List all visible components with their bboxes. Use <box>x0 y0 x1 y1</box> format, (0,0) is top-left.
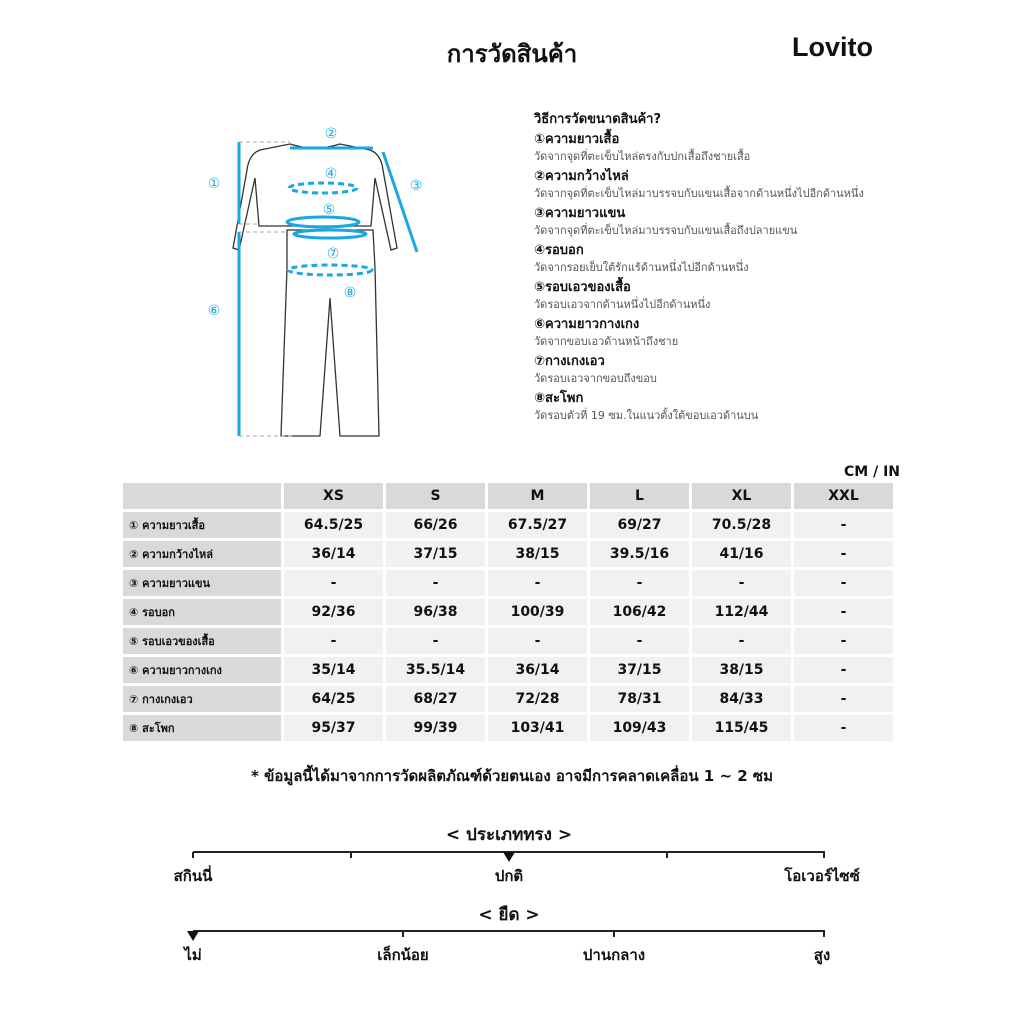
size-cell: 72/28 <box>488 686 587 712</box>
stretch-label: เล็กน้อย <box>377 946 429 964</box>
fit-label: สกินนี่ <box>173 867 213 885</box>
table-row <box>123 628 893 654</box>
size-header: XXL <box>794 483 893 509</box>
size-cell: - <box>590 570 689 596</box>
marker-4: ④ <box>324 166 338 182</box>
size-cell: 100/39 <box>488 599 587 625</box>
fit-scale-title: < ประเภททรง > <box>445 825 573 845</box>
size-cell: 115/45 <box>692 715 791 741</box>
row-label: ② ความกว้างไหล่ <box>123 541 281 567</box>
size-header-row <box>123 483 893 509</box>
fit-label: ปกติ <box>494 867 524 885</box>
size-cell: 37/15 <box>386 541 485 567</box>
guide-item: ④รอบอก วัดจากรอยเย็บใต้รักแร้ด้านหนึ่งไปอีกด้านหนึ่ง <box>534 243 749 274</box>
table-row <box>123 541 893 567</box>
size-cell: 68/27 <box>386 686 485 712</box>
size-cell: 69/27 <box>590 512 689 538</box>
stretch-label: ไม่ <box>184 946 202 964</box>
guide-heading: วิธีการวัดขนาดสินค้า? <box>534 112 662 127</box>
size-cell: 38/15 <box>488 541 587 567</box>
size-header: XL <box>692 483 791 509</box>
size-cell: 64/25 <box>284 686 383 712</box>
table-row <box>123 686 893 712</box>
size-cell: - <box>692 628 791 654</box>
size-cell: 35/14 <box>284 657 383 683</box>
table-row <box>123 599 893 625</box>
unit-label: CM / IN <box>844 464 900 480</box>
size-header: XS <box>284 483 383 509</box>
stretch-scale-line <box>193 930 825 932</box>
row-label: ④ รอบอก <box>123 599 281 625</box>
guide-item: ⑦กางเกงเอว วัดรอบเอวจากขอบถึงขอบ <box>534 354 657 385</box>
size-cell: 95/37 <box>284 715 383 741</box>
size-cell: 35.5/14 <box>386 657 485 683</box>
guide-item: ②ความกว้างไหล่ วัดจากจุดที่ตะเข็บไหล่มาบรรจบกับแขนเสื้อจากด้านหนึ่งไปอีกด้านหนึ่ง <box>534 169 864 200</box>
size-cell: 36/14 <box>488 657 587 683</box>
size-table <box>120 480 896 744</box>
size-cell: - <box>794 686 893 712</box>
size-cell: 38/15 <box>692 657 791 683</box>
size-cell: 106/42 <box>590 599 689 625</box>
table-row <box>123 715 893 741</box>
size-cell: - <box>794 628 893 654</box>
measurement-guide <box>534 108 954 427</box>
size-cell: - <box>284 570 383 596</box>
size-cell: 66/26 <box>386 512 485 538</box>
marker-1: ① <box>207 176 221 192</box>
size-cell: 84/33 <box>692 686 791 712</box>
row-label: ③ ความยาวแขน <box>123 570 281 596</box>
size-cell: 37/15 <box>590 657 689 683</box>
table-row <box>123 657 893 683</box>
size-cell: 103/41 <box>488 715 587 741</box>
size-cell: 112/44 <box>692 599 791 625</box>
size-cell: 39.5/16 <box>590 541 689 567</box>
stretch-label: สูง <box>813 946 831 964</box>
row-label: ⑧ สะโพก <box>123 715 281 741</box>
size-cell: - <box>794 657 893 683</box>
marker-3: ③ <box>409 178 423 194</box>
size-cell: - <box>794 599 893 625</box>
guide-item: ⑥ความยาวกางเกง วัดจากขอบเอวด้านหน้าถึงชาย <box>534 317 679 348</box>
table-row <box>123 570 893 596</box>
stretch-scale-title: < ยืด > <box>478 905 540 925</box>
row-label: ① ความยาวเสื้อ <box>123 512 281 538</box>
size-header: M <box>488 483 587 509</box>
size-cell: - <box>488 570 587 596</box>
table-row <box>123 512 893 538</box>
guide-item: ③ความยาวแขน วัดจากจุดที่ตะเข็บไหล่มาบรรจบกับแขนเสื้อถึงปลายแขน <box>534 206 798 237</box>
stretch-label: ปานกลาง <box>582 946 646 964</box>
size-cell: - <box>794 570 893 596</box>
marker-8: ⑧ <box>343 285 357 301</box>
size-cell: - <box>794 512 893 538</box>
row-label: ⑤ รอบเอวของเสื้อ <box>123 628 281 654</box>
size-cell: 41/16 <box>692 541 791 567</box>
brand-logo: Lovito <box>792 32 873 62</box>
size-header: S <box>386 483 485 509</box>
guide-item: ①ความยาวเสื้อ วัดจากจุดที่ตะเข็บไหล่ตรงกับปกเสื้อถึงชายเสื้อ <box>534 132 751 163</box>
row-label: ⑥ ความยาวกางเกง <box>123 657 281 683</box>
row-label: ⑦ กางเกงเอว <box>123 686 281 712</box>
fit-label: โอเวอร์ไซซ์ <box>784 867 860 885</box>
marker-7: ⑦ <box>326 246 340 262</box>
size-cell: 109/43 <box>590 715 689 741</box>
size-cell: 96/38 <box>386 599 485 625</box>
size-cell: 78/31 <box>590 686 689 712</box>
size-cell: - <box>386 628 485 654</box>
guide-item: ⑧สะโพก วัดรอบตัวที่ 19 ซม.ในแนวตั้งใต้ขอบเอวด้านบน <box>534 391 759 422</box>
size-cell: 64.5/25 <box>284 512 383 538</box>
size-cell: - <box>692 570 791 596</box>
size-cell: 70.5/28 <box>692 512 791 538</box>
marker-5: ⑤ <box>322 202 336 218</box>
marker-2: ② <box>324 126 338 142</box>
guide-item: ⑤รอบเอวของเสื้อ วัดรอบเอวจากด้านหนึ่งไปอีกด้านหนึ่ง <box>534 280 711 311</box>
size-cell: - <box>284 628 383 654</box>
size-cell: 99/39 <box>386 715 485 741</box>
corner-cell <box>123 483 281 509</box>
size-cell: - <box>590 628 689 654</box>
garment-diagram <box>195 118 435 448</box>
size-cell: 67.5/27 <box>488 512 587 538</box>
page-title: การวัดสินค้า <box>446 40 578 68</box>
stretch-scale-marker <box>187 931 199 941</box>
marker-6: ⑥ <box>207 303 221 319</box>
size-cell: - <box>794 715 893 741</box>
disclaimer-note: * ข้อมูลนี้ได้มาจากการวัดผลิตภัณฑ์ด้วยตนเอง อาจมีการคลาดเคลื่อน 1 ~ 2 ซม <box>251 767 773 785</box>
fit-scale-marker <box>503 852 515 862</box>
size-cell: - <box>488 628 587 654</box>
size-header: L <box>590 483 689 509</box>
size-cell: 92/36 <box>284 599 383 625</box>
size-cell: - <box>386 570 485 596</box>
size-cell: - <box>794 541 893 567</box>
size-cell: 36/14 <box>284 541 383 567</box>
